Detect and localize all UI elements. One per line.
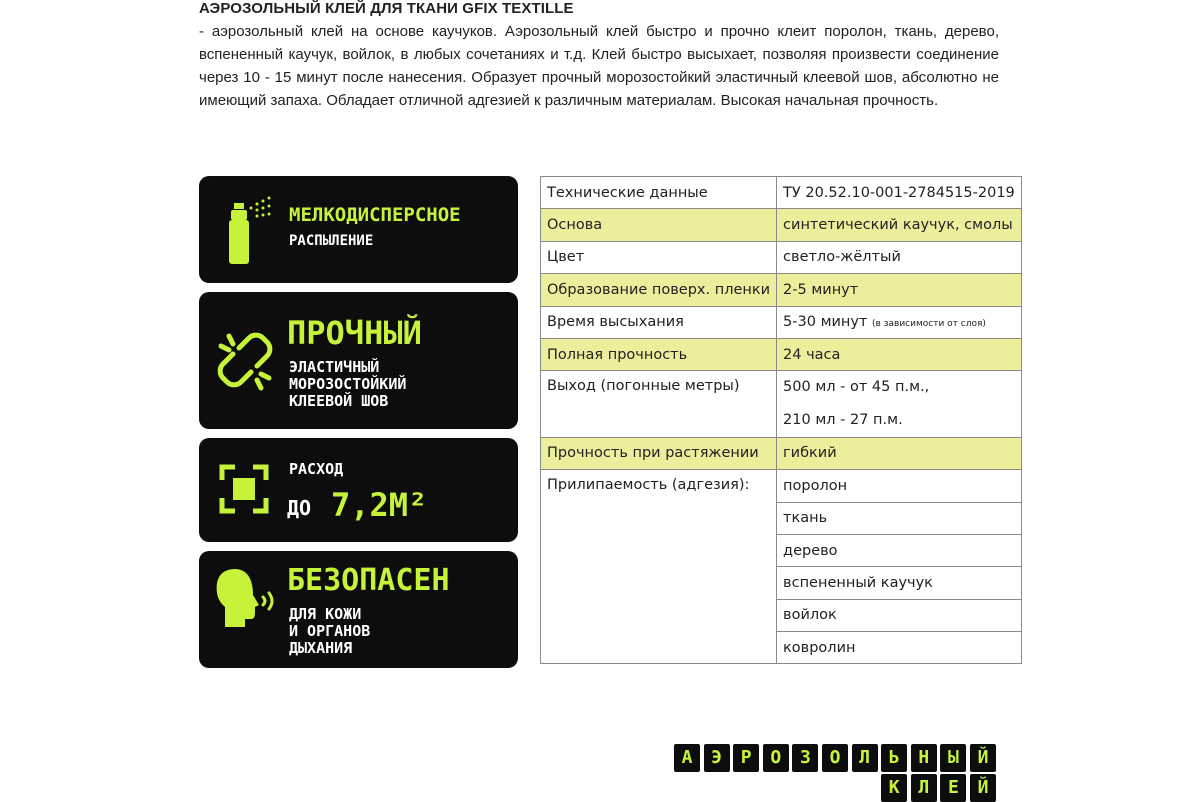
feature-4-line3: И ОРГАНОВ bbox=[289, 622, 371, 640]
table-row bbox=[541, 437, 1022, 469]
badge-letter-tile: О bbox=[822, 744, 848, 772]
head-breathing-icon bbox=[213, 567, 277, 631]
spec-value: ТУ 20.52.10-001-2784515-2019 bbox=[777, 177, 1022, 209]
spec-label: Цвет bbox=[541, 241, 777, 273]
table-row bbox=[541, 338, 1022, 370]
badge-letter-tile: О bbox=[763, 744, 789, 772]
spec-value: светло-жёлтый bbox=[777, 241, 1022, 273]
table-row bbox=[541, 470, 1022, 502]
feature-card-strong bbox=[199, 292, 518, 429]
table-row bbox=[541, 306, 1022, 338]
spec-label: Прочность при растяжении bbox=[541, 437, 777, 469]
broken-chain-icon bbox=[213, 328, 277, 392]
area-square-icon bbox=[219, 464, 269, 514]
badge-letter-tile: Й bbox=[970, 774, 996, 802]
feature-card-safe bbox=[199, 551, 518, 668]
product-type-badge bbox=[674, 740, 1000, 800]
feature-2-line3: МОРОЗОСТОЙКИЙ bbox=[289, 375, 407, 393]
badge-letter-tile: Н bbox=[911, 744, 937, 772]
spec-value: 5-30 минут bbox=[783, 314, 868, 331]
feature-2-title: ПРОЧНЫЙ bbox=[287, 314, 422, 352]
feature-2-line2: ЭЛАСТИЧНЫЙ bbox=[289, 358, 380, 376]
badge-letter-tile: Е bbox=[940, 774, 966, 802]
badge-letter-tile: А bbox=[674, 744, 700, 772]
spec-value: поролон bbox=[777, 470, 1022, 502]
spec-value: вспененный каучук bbox=[777, 567, 1022, 599]
badge-letter-tile: Э bbox=[704, 744, 730, 772]
table-row bbox=[541, 371, 1022, 403]
feature-1-subtitle: РАСПЫЛЕНИЕ bbox=[289, 233, 374, 249]
spec-value: 500 мл - от 45 п.м., bbox=[777, 371, 1022, 403]
spec-value: 24 часа bbox=[777, 338, 1022, 370]
spec-label: Основа bbox=[541, 209, 777, 241]
spec-note: (в зависимости от слоя) bbox=[872, 319, 986, 330]
spec-value: 210 мл - 27 п.м. bbox=[777, 403, 1022, 438]
badge-letter-tile: Л bbox=[852, 744, 878, 772]
spec-label: Образование поверх. пленки bbox=[541, 274, 777, 306]
spec-value: гибкий bbox=[777, 437, 1022, 469]
page-title: АЭРОЗОЛЬНЫЙ КЛЕЙ ДЛЯ ТКАНИ GFIX TEXTILLE bbox=[199, 0, 574, 17]
badge-letter-tile: Р bbox=[733, 744, 759, 772]
spec-value: войлок bbox=[777, 599, 1022, 631]
feature-2-line4: КЛЕЕВОЙ ШОВ bbox=[289, 392, 389, 410]
product-description: - аэрозольный клей на основе каучуков. Аэрозольный клей быстро и прочно клеит поролон, ткань, дерево, вспененный каучук, войлок, в любых сочетаниях и т.д. Клей быстро высыхает, позволяя произвести соединение через 10 - 15 минут после нанесения. Образует прочный морозостойкий эластичный клеевой шов, абсолютно не имеющий запаха. Обладает отличной адгезией к различным материалам. Высокая начальная прочность. bbox=[199, 23, 999, 109]
feature-4-line4: ДЫХАНИЯ bbox=[289, 639, 353, 657]
table-row bbox=[541, 209, 1022, 241]
specifications-table bbox=[540, 176, 1022, 664]
spec-label: Время высыхания bbox=[541, 306, 777, 338]
spec-label: Выход (погонные метры) bbox=[541, 371, 777, 437]
spec-value: 2-5 минут bbox=[777, 274, 1022, 306]
spec-label: Полная прочность bbox=[541, 338, 777, 370]
spec-value: ковролин bbox=[777, 632, 1022, 664]
spec-label: Технические данные bbox=[541, 177, 777, 209]
feature-4-title: БЕЗОПАСЕН bbox=[287, 563, 450, 598]
table-row bbox=[541, 241, 1022, 273]
spec-value-cell bbox=[777, 306, 1022, 338]
badge-letter-tile: К bbox=[881, 774, 907, 802]
feature-3-amount: 7,2М² bbox=[331, 486, 428, 524]
feature-4-line2: ДЛЯ КОЖИ bbox=[289, 605, 362, 623]
feature-card-consumption bbox=[199, 438, 518, 542]
feature-3-title: РАСХОД bbox=[289, 460, 344, 478]
spec-value: дерево bbox=[777, 534, 1022, 566]
feature-card-spray bbox=[199, 176, 518, 283]
spec-value: ткань bbox=[777, 502, 1022, 534]
table-row bbox=[541, 274, 1022, 306]
badge-letter-tile: З bbox=[792, 744, 818, 772]
badge-letter-tile: Ь bbox=[881, 744, 907, 772]
table-row bbox=[541, 177, 1022, 209]
spray-can-icon bbox=[217, 194, 273, 266]
feature-3-prefix: ДО bbox=[287, 496, 312, 520]
spec-value: синтетический каучук, смолы bbox=[777, 209, 1022, 241]
badge-letter-tile: Л bbox=[911, 774, 937, 802]
badge-letter-tile: Ы bbox=[940, 744, 966, 772]
feature-1-title: МЕЛКОДИСПЕРСНОЕ bbox=[289, 204, 461, 226]
badge-letter-tile: Й bbox=[970, 744, 996, 772]
spec-label: Прилипаемость (адгезия): bbox=[541, 470, 777, 664]
